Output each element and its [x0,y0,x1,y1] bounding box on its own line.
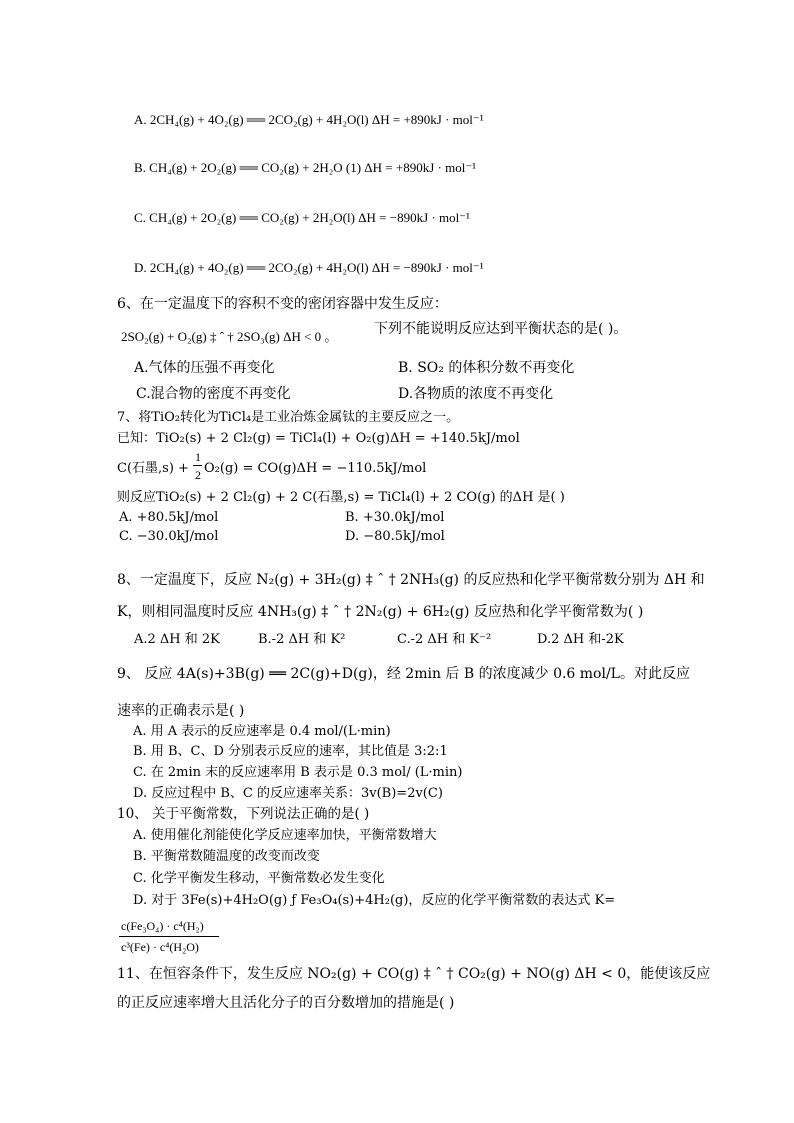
q8-option-c: C.-2 ΔH 和 K⁻² [397,632,492,647]
q7-given-equation-2-part2: O₂(g) = CO(g)ΔH = −110.5kJ/mol [204,461,427,476]
q10-option-a: A. 使用催化剂能使化学反应速率加快，平衡常数增大 [133,828,437,843]
q6-option-c: C.混合物的密度不再变化 [136,386,291,402]
q7-option-c: C. −30.0kJ/mol [119,529,219,544]
q10-option-c: C. 化学平衡发生移动，平衡常数必发生变化 [133,871,385,886]
q7-option-d: D. −80.5kJ/mol [345,529,445,544]
q10-stem: 10、 关于平衡常数，下列说法正确的是( ) [117,806,370,822]
q6-option-b: B. SO₂ 的体积分数不再变化 [398,360,575,376]
q10-fraction-bar [119,936,219,937]
q5-option-d: D. 2CH₄(g) + 4O₂(g) ══ 2CO₂(g) + 4H₂O(l) ΔH = −890kJ · mol⁻¹ [134,260,484,275]
q10-fraction-denominator: c³(Fe) · c⁴(H₂O) [121,940,199,954]
q5-option-a: A. 2CH₄(g) + 4O₂(g) ══ 2CO₂(g) + 4H₂O(l) ΔH = +890kJ · mol⁻¹ [134,112,484,127]
q8-option-a: A.2 ΔH 和 2K [134,632,220,647]
q7-fraction-bar [193,465,202,466]
q11-stem-line2: 的正反应速率增大且活化分子的百分数增加的措施是( ) [117,995,455,1011]
q9-option-c: C. 在 2min 末的反应速率用 B 表示是 0.3 mol/ (L·min) [133,765,463,780]
q9-option-d: D. 反应过程中 B、C 的反应速率关系：3v(B)=2v(C) [133,786,443,801]
q6-option-a: A.气体的压强不再变化 [134,360,275,376]
q6-equation: 2SO₂(g) + O₂(g) ‡ ˆ † 2SO₃(g) ΔH < 0 。 [121,329,338,344]
q8-stem-line1: 8、一定温度下，反应 N₂(g) + 3H₂(g) ‡ ˆ † 2NH₃(g) 的反应热和化学平衡常数分别为 ΔH 和 [117,572,705,588]
q6-option-d: D.各物质的浓度不再变化 [398,386,554,402]
q7-option-b: B. +30.0kJ/mol [345,510,445,525]
q6-question: 下列不能说明反应达到平衡状态的是( )。 [374,321,628,337]
q8-option-b: B.-2 ΔH 和 K² [258,632,346,647]
q7-given-equation-2-part1: C(石墨,s) + [117,461,189,476]
q5-option-b: B. CH₄(g) + 2O₂(g) ══ CO₂(g) + 2H₂O (1) ΔH = +890kJ · mol⁻¹ [134,160,477,175]
q9-option-a: A. 用 A 表示的反应速率是 0.4 mol/(L·min) [133,724,391,739]
q7-fraction-denominator: 2 [195,468,201,482]
q8-stem-line2: K，则相同温度时反应 4NH₃(g) ‡ ˆ † 2N₂(g) + 6H₂(g) 反应热和化学平衡常数为( ) [117,604,644,620]
q7-fraction-numerator: 1 [195,450,201,464]
q5-option-c: C. CH₄(g) + 2O₂(g) ══ CO₂(g) + 2H₂O(l) ΔH = −890kJ · mol⁻¹ [134,210,470,225]
q9-stem-line2: 速率的正确表示是( ) [117,703,245,719]
q10-option-d: D. 对于 3Fe(s)+4H₂O(g) ƒ Fe₃O₄(s)+4H₂(g)，反应的化学平衡常数的表达式 K= [133,893,616,908]
q10-fraction-numerator: c(Fe₃O₄) · c⁴(H₂) [121,919,204,933]
q7-question: 则反应TiO₂(s) + 2 Cl₂(g) + 2 C(石墨,s) = TiCl₄(l) + 2 CO(g) 的ΔH 是( ) [117,490,565,505]
q11-stem-line1: 11、在恒容条件下，发生反应 NO₂(g) + CO(g) ‡ ˆ † CO₂(g) + NO(g) ΔH < 0，能使该反应 [117,966,711,982]
q6-stem: 6、在一定温度下的容积不变的密闭容器中发生反应： [117,296,448,312]
q8-option-d: D.2 ΔH 和-2K [537,632,624,647]
q7-option-a: A. +80.5kJ/mol [119,510,219,525]
q7-stem: 7、将TiO₂转化为TiCl₄是工业冶炼金属钛的主要反应之一。 [117,410,460,425]
q9-option-b: B. 用 B、C、D 分别表示反应的速率，其比值是 3:2:1 [133,744,448,759]
q10-option-b: B. 平衡常数随温度的改变而改变 [133,849,320,864]
q9-stem-line1: 9、 反应 4A(s)+3B(g) ══ 2C(g)+D(g)，经 2min 后 B 的浓度减少 0.6 mol/L。对此反应 [117,666,690,682]
q7-given-equation-1: 已知：TiO₂(s) + 2 Cl₂(g) = TiCl₄(l) + O₂(g)ΔH = +140.5kJ/mol [117,431,520,446]
